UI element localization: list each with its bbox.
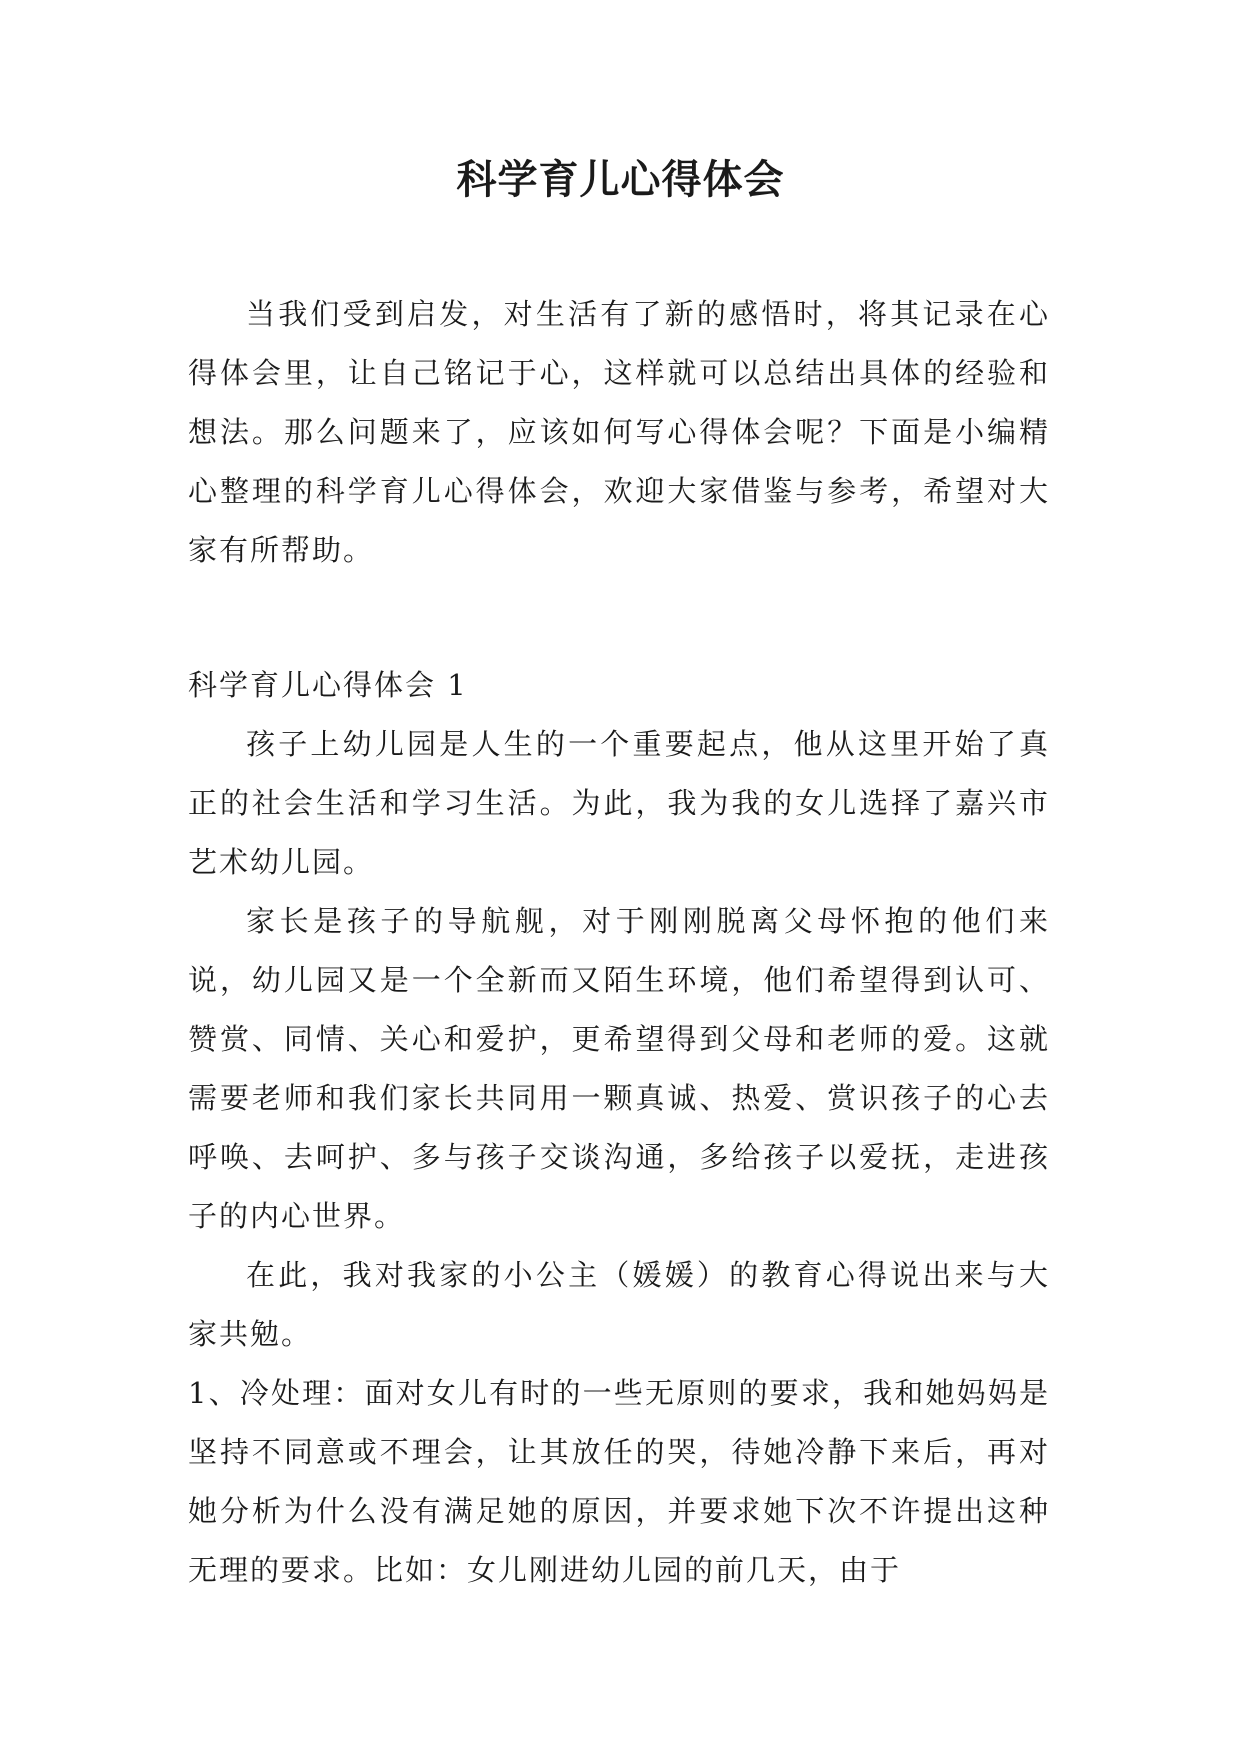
body-paragraph: 家长是孩子的导航舰，对于刚刚脱离父母怀抱的他们来说，幼儿园又是一个全新而又陌生环境，他们希望得到认可、赞赏、同情、关心和爱护，更希望得到父母和老师的爱。这就需要老师和我们家长共同用一颗真诚、热爱、赏识孩子的心去呼唤、去呵护、多与孩子交谈沟通，多给孩子以爱抚，走进孩子的内心世界。 <box>188 904 1050 1233</box>
intro-paragraph: 当我们受到启发，对生活有了新的感悟时，将其记录在心得体会里，让自己铭记于心，这样就可以总结出具体的经验和想法。那么问题来了，应该如何写心得体会呢？下面是小编精心整理的科学育儿心得体会，欢迎大家借鉴与参考，希望对大家有所帮助。 <box>188 297 1050 567</box>
numbered-paragraph: 1、冷处理：面对女儿有时的一些无原则的要求，我和她妈妈是坚持不同意或不理会，让其放任的哭，待她冷静下来后，再对她分析为什么没有满足她的原因，并要求她下次不许提出这种无理的要求。比如：女儿刚进幼儿园的前几天，由于 <box>188 1376 1050 1587</box>
section-heading: 科学育儿心得体会 1 <box>188 668 468 702</box>
document-title: 科学育儿心得体会 <box>456 156 785 203</box>
section-spacer <box>188 580 1050 656</box>
body-paragraph: 在此，我对我家的小公主（媛媛）的教育心得说出来与大家共勉。 <box>188 1258 1050 1351</box>
document-body <box>188 285 1050 1600</box>
body-paragraph: 孩子上幼儿园是人生的一个重要起点，他从这里开始了真正的社会生活和学习生活。为此，我为我的女儿选择了嘉兴市艺术幼儿园。 <box>188 727 1050 879</box>
